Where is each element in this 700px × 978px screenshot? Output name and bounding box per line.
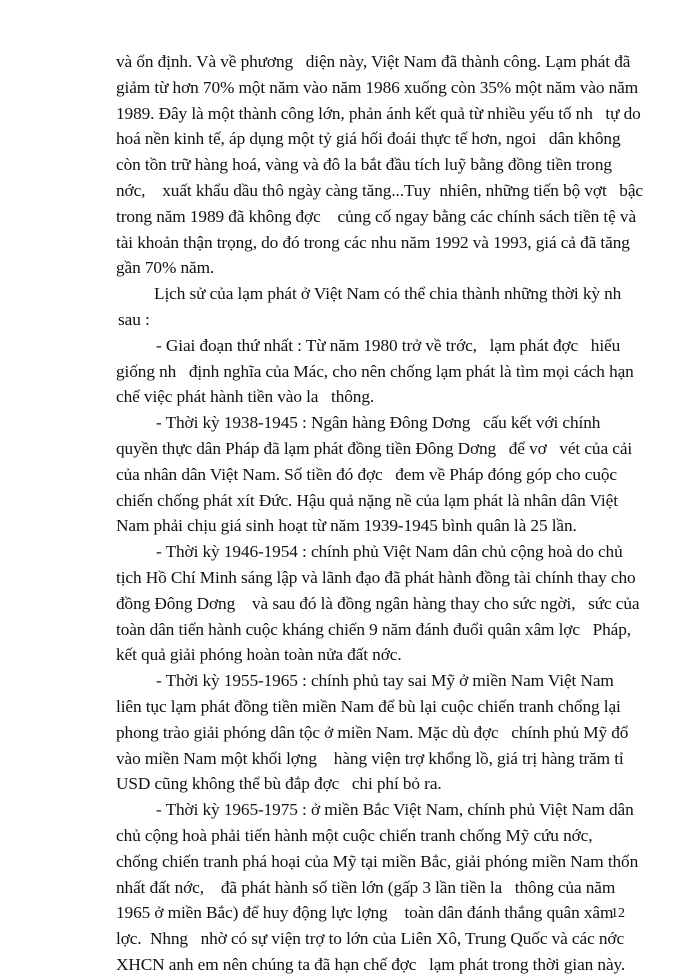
dash-item-line: - Thời kỳ 1965-1975 : ở miền Bắc Việt Nam, chính phủ Việt Nam dân (156, 800, 634, 820)
text-line: sau : (118, 309, 150, 329)
text-line: quyền thực dân Pháp đã lạm phát đồng tiền Đông Dơng để vơ vét của cải (116, 438, 633, 458)
dash-item-line: - Thời kỳ 1955-1965 : chính phủ tay sai Mỹ ở miền Nam Việt Nam (156, 671, 614, 691)
text-line: 1965 ở miền Bắc) để huy động lực lợng toàn dân đánh thắng quân xâm (116, 903, 614, 923)
text-line: chống chiến tranh phá hoại của Mỹ tại miền Bắc, giải phóng miền Nam thốn (116, 851, 639, 871)
dash-item-line: - Giai đoạn thứ nhất : Từ năm 1980 trở về trớc, lạm phát đợc hiểu (156, 335, 621, 355)
text-line: XHCN anh em nên chúng ta đã hạn chế đợc lạm phát trong thời gian này. (116, 954, 626, 974)
text-line: của nhân dân Việt Nam. Số tiền đó đợc đem về Pháp đóng góp cho cuộc (116, 464, 617, 484)
dash-item-line: - Thời kỳ 1946-1954 : chính phủ Việt Nam dân chủ cộng hoà do chủ (156, 542, 623, 562)
text-line: trong năm 1989 đã không đợc củng cố ngay bằng các chính sách tiền tệ và (116, 206, 637, 226)
text-line: tịch Hồ Chí Minh sáng lập và lãnh đạo đã phát hành đồng tài chính thay cho (116, 567, 636, 587)
text-line: chủ cộng hoà phải tiến hành một cuộc chiến tranh chống Mỹ cứu nớc, (116, 825, 593, 845)
text-line: phong trào giải phóng dân tộc ở miền Nam. Mặc dù đợc chính phủ Mỹ đổ (116, 722, 629, 742)
text-line: Nam phải chịu giá sinh hoạt từ năm 1939-1945 bình quân là 25 lần. (116, 516, 577, 536)
text-line: giống nh định nghĩa của Mác, cho nên chống lạm phát là tìm mọi cách hạn (116, 361, 634, 381)
text-line: chiến chống phát xít Đức. Hậu quả nặng nề của lạm phát là nhân dân Việt (116, 490, 618, 510)
dash-item-line: - Thời kỳ 1938-1945 : Ngân hàng Đông Dơng cấu kết với chính (156, 413, 601, 433)
text-line: đồng Đông Dơng và sau đó là đồng ngân hàng thay cho sức ngời, sức của (116, 593, 640, 613)
body-text (116, 49, 641, 978)
paragraph-start-line: Lịch sử của lạm phát ở Việt Nam có thể chia thành những thời kỳ nh (154, 284, 622, 304)
text-line: lợc. Nhng nhờ có sự viện trợ to lớn của Liên Xô, Trung Quốc và các nớc (116, 929, 625, 949)
text-line: nớc, xuất khẩu dầu thô ngày càng tăng...Tuy nhiên, những tiến bộ vợt bậc (116, 180, 643, 200)
text-line: còn tồn trữ hàng hoá, vàng và đô la bắt đầu tích luỹ bằng đồng tiền trong (116, 155, 612, 175)
page-number: 12 (611, 906, 625, 921)
text-line: và ổn định. Và về phương diện này, Việt Nam đã thành công. Lạm phát đã (116, 52, 631, 71)
text-line: vào miền Nam một khối lợng hàng viện trợ khổng lồ, giá trị hàng trăm tỉ (116, 748, 624, 768)
text-line: kết quả giải phóng hoàn toàn nửa đất nớc. (116, 645, 402, 665)
text-line: USD cũng không thể bù đắp đợc chi phí bỏ ra. (116, 774, 442, 794)
text-line: hoá nền kinh tế, áp dụng một tỷ giá hối đoái thực tế hơn, ngoi dân không (116, 129, 621, 149)
text-line: chế việc phát hành tiền vào la thông. (116, 387, 375, 407)
text-line: nhất đất nớc, đã phát hành số tiền lớn (gấp 3 lần tiền la thông của năm (116, 877, 616, 897)
text-line: toàn dân tiến hành cuộc kháng chiến 9 năm đánh đuổi quân xâm lợc Pháp, (116, 619, 631, 639)
text-line: giảm từ hơn 70% một năm vào năm 1986 xuống còn 35% một năm vào năm (116, 77, 639, 97)
text-line: tài khoản thận trọng, do đó trong các nhu năm 1992 và 1993, giá cả đã tăng (116, 232, 630, 252)
text-line: 1989. Đây là một thành công lớn, phản ánh kết quả từ nhiều yếu tố nh tự do (116, 103, 641, 123)
text-line: gần 70% năm. (116, 258, 215, 278)
text-line: liên tục lạm phát đồng tiền miền Nam để bù lại cuộc chiến tranh chống lại (116, 696, 621, 716)
